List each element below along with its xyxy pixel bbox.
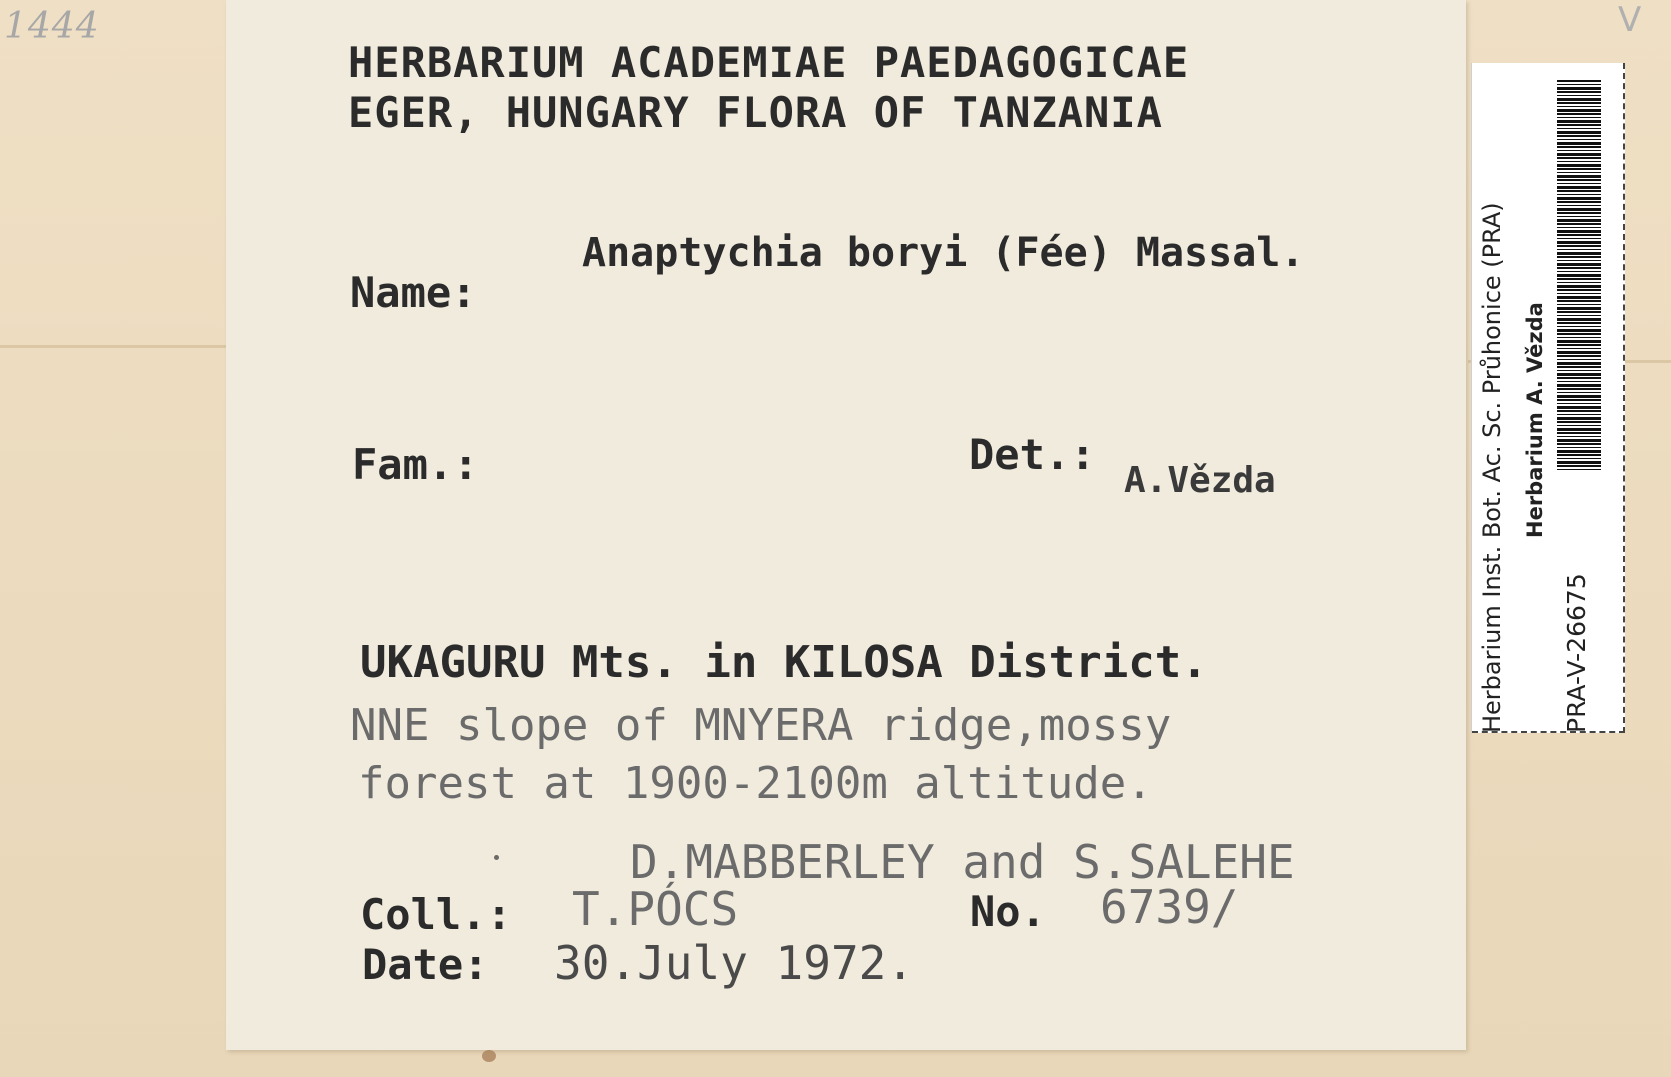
barcode-specimen-id: PRA-V-26675 (1562, 573, 1591, 733)
collection-number-value: 6739/ (1100, 880, 1239, 934)
collector-field-label: Coll.: (360, 890, 512, 939)
paper-stain (482, 1050, 496, 1062)
name-field-label: Name: (350, 268, 477, 317)
date-field-label: Date: (362, 940, 489, 989)
taxon-name-value: Anaptychia boryi (Fée) Massal. (582, 230, 1305, 276)
collection-date-value: 30.July 1972. (554, 936, 915, 990)
label-header-line2: EGER, HUNGARY FLORA OF TANZANIA (348, 88, 1163, 137)
family-field-label: Fam.: (352, 440, 479, 489)
locality-line1: UKAGURU Mts. in KILOSA District. (360, 637, 1208, 688)
paper-stain (494, 855, 499, 860)
barcode-label-border (1623, 63, 1625, 733)
collector-value: T.PÓCS (572, 882, 739, 936)
handwritten-sheet-number: 1444 (4, 6, 100, 47)
sheet-fold-line (0, 345, 235, 348)
label-header-line1: HERBARIUM ACADEMIAE PAEDAGOGICAE (348, 38, 1190, 87)
specimen-label-card (226, 0, 1466, 1050)
determiner-field-label: Det.: (969, 430, 1096, 479)
handwritten-check-mark: V (1618, 0, 1642, 40)
locality-line3: forest at 1900-2100m altitude. (358, 758, 1153, 809)
barcode-image (1557, 80, 1601, 470)
collection-number-label: No. (970, 887, 1046, 936)
barcode-institution-text: Herbarium Inst. Bot. Ac. Sc. Průhonice (PRA) (1478, 202, 1506, 733)
locality-line2: NNE slope of MNYERA ridge,mossy (350, 700, 1172, 751)
barcode-collection-text: Herbarium A. Vězda (1523, 302, 1547, 538)
additional-collectors: D.MABBERLEY and S.SALEHE (630, 835, 1295, 889)
determiner-value: A.Vězda (1124, 460, 1276, 501)
